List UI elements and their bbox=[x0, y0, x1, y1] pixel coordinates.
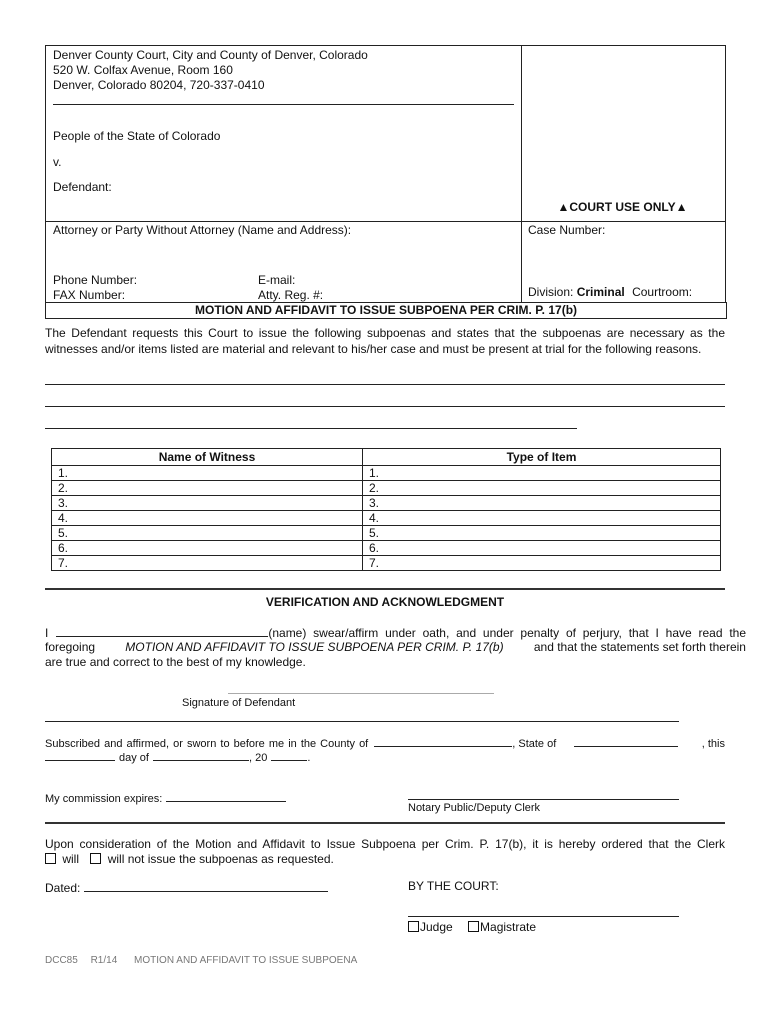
witness-cell[interactable]: 3. bbox=[52, 496, 363, 511]
court-use-only: ▲COURT USE ONLY▲ bbox=[557, 200, 688, 214]
dated-field[interactable] bbox=[84, 879, 328, 892]
court-use-box bbox=[520, 45, 726, 222]
verification-line-2 bbox=[45, 640, 746, 654]
witness-cell[interactable]: 1. bbox=[52, 466, 363, 481]
verification-oath: (name) swear/affirm under oath, and under penalty of perjury, that I have read the bbox=[268, 626, 746, 640]
item-cell[interactable]: 5. bbox=[363, 526, 721, 541]
witness-cell[interactable]: 5. bbox=[52, 526, 363, 541]
court-address bbox=[53, 48, 368, 93]
reason-line-2[interactable] bbox=[45, 406, 725, 407]
item-cell[interactable]: 4. bbox=[363, 511, 721, 526]
courtroom-label: Courtroom: bbox=[632, 285, 693, 299]
notary-divider bbox=[45, 721, 679, 722]
footer bbox=[45, 955, 357, 966]
motion-title-italic: MOTION AND AFFIDAVIT TO ISSUE SUBPOENA PER CRIM. P. 17(b) bbox=[125, 640, 504, 654]
item-cell[interactable]: 7. bbox=[363, 556, 721, 571]
plaintiff-name: People of the State of Colorado bbox=[53, 129, 221, 143]
dated-line bbox=[45, 879, 328, 895]
witness-table bbox=[51, 448, 721, 571]
table-row bbox=[52, 481, 721, 496]
affiant-name-field[interactable] bbox=[56, 624, 268, 637]
will-not-label: will not issue the subpoenas as requested. bbox=[107, 852, 334, 866]
table-header-row bbox=[52, 449, 721, 466]
county-field[interactable] bbox=[374, 735, 512, 747]
will-checkbox[interactable] bbox=[45, 853, 56, 864]
this-text: , this bbox=[701, 738, 725, 750]
form-code: DCC85 bbox=[45, 955, 78, 966]
statements-text: and that the statements set forth therein bbox=[533, 640, 746, 654]
witness-cell[interactable]: 6. bbox=[52, 541, 363, 556]
form-revision: R1/14 bbox=[90, 955, 118, 966]
signature-label: Signature of Defendant bbox=[182, 697, 296, 709]
witness-cell[interactable]: 4. bbox=[52, 511, 363, 526]
atty-reg-label: Atty. Reg. #: bbox=[258, 288, 324, 302]
commission-line bbox=[45, 790, 286, 805]
phone-label: Phone Number: bbox=[53, 273, 138, 287]
court-street: 520 W. Colfax Avenue, Room 160 bbox=[53, 63, 233, 77]
court-city: Denver, Colorado 80204, 720-337-0410 bbox=[53, 78, 265, 92]
fax-label: FAX Number: bbox=[53, 288, 126, 302]
table-row bbox=[52, 496, 721, 511]
judge-signature-line[interactable] bbox=[408, 916, 679, 917]
commission-label: My commission expires: bbox=[45, 793, 163, 805]
subscribed-text: Subscribed and affirmed, or sworn to before me in the County of bbox=[45, 738, 369, 750]
verification-line-3: are true and correct to the best of my knowledge. bbox=[45, 655, 306, 669]
order-divider bbox=[45, 822, 725, 824]
court-name: Denver County Court, City and County of Denver, Colorado bbox=[53, 48, 368, 62]
witness-column-header: Name of Witness bbox=[52, 449, 363, 466]
form-title: MOTION AND AFFIDAVIT TO ISSUE SUBPOENA PER CRIM. P. 17(b) bbox=[45, 302, 727, 319]
reason-line-3[interactable] bbox=[45, 428, 577, 429]
item-cell[interactable]: 1. bbox=[363, 466, 721, 481]
judge-magistrate-line bbox=[408, 920, 536, 934]
witness-cell[interactable]: 7. bbox=[52, 556, 363, 571]
table-row bbox=[52, 541, 721, 556]
intro-paragraph: The Defendant requests this Court to issue the following subpoenas and states that the subpoenas are necessary as the witnesses and/or items listed are material and relevant to his/her case and must be present at trial for the following reasons. bbox=[45, 326, 725, 356]
judge-checkbox[interactable] bbox=[408, 921, 419, 932]
notary-signature-line[interactable] bbox=[408, 799, 679, 800]
attorney-label: Attorney or Party Without Attorney (Name and Address): bbox=[53, 223, 352, 237]
will-not-checkbox[interactable] bbox=[90, 853, 101, 864]
month-field[interactable] bbox=[153, 749, 249, 761]
division-line bbox=[528, 285, 692, 299]
witness-cell[interactable]: 2. bbox=[52, 481, 363, 496]
verification-line-1 bbox=[45, 624, 746, 640]
division-label: Division: bbox=[528, 285, 574, 299]
item-column-header: Type of Item bbox=[363, 449, 721, 466]
order-text: Upon consideration of the Motion and Affidavit to Issue Subpoena per Crim. P. 17(b), it is hereby ordered that the Clerk bbox=[45, 837, 725, 851]
state-of-text: , State of bbox=[512, 738, 557, 750]
table-row bbox=[52, 466, 721, 481]
year-prefix: , 20 bbox=[248, 752, 268, 764]
division-value: Criminal bbox=[576, 285, 625, 299]
item-cell[interactable]: 6. bbox=[363, 541, 721, 556]
commission-field[interactable] bbox=[166, 790, 286, 802]
magistrate-checkbox[interactable] bbox=[468, 921, 479, 932]
footer-form-title: MOTION AND AFFIDAVIT TO ISSUE SUBPOENA bbox=[134, 955, 358, 966]
caption-divider bbox=[53, 104, 514, 105]
verification-i: I bbox=[45, 626, 49, 640]
state-field[interactable] bbox=[574, 735, 678, 747]
order-choice-line bbox=[45, 852, 334, 866]
judge-label: Judge bbox=[420, 920, 453, 934]
day-field[interactable] bbox=[45, 749, 115, 761]
table-row bbox=[52, 511, 721, 526]
day-line bbox=[45, 749, 310, 764]
reason-line-1[interactable] bbox=[45, 384, 725, 385]
table-row bbox=[52, 526, 721, 541]
year-field[interactable] bbox=[271, 749, 307, 761]
defendant-signature-line[interactable] bbox=[228, 693, 494, 694]
table-row bbox=[52, 556, 721, 571]
day-line-period: . bbox=[307, 752, 311, 764]
defendant-label: Defendant: bbox=[53, 180, 112, 194]
dated-label: Dated: bbox=[45, 881, 81, 895]
magistrate-label: Magistrate bbox=[480, 920, 537, 934]
case-number-label: Case Number: bbox=[528, 223, 606, 237]
day-of-text: day of bbox=[119, 752, 149, 764]
by-the-court: BY THE COURT: bbox=[408, 879, 499, 893]
email-label: E-mail: bbox=[258, 273, 296, 287]
versus: v. bbox=[53, 155, 62, 169]
section-divider bbox=[45, 588, 725, 590]
item-cell[interactable]: 3. bbox=[363, 496, 721, 511]
notary-label: Notary Public/Deputy Clerk bbox=[408, 802, 541, 814]
will-label: will bbox=[62, 852, 80, 866]
subscribed-line bbox=[45, 735, 725, 750]
verification-heading: VERIFICATION AND ACKNOWLEDGMENT bbox=[265, 595, 505, 609]
item-cell[interactable]: 2. bbox=[363, 481, 721, 496]
foregoing-word: foregoing bbox=[45, 640, 96, 654]
